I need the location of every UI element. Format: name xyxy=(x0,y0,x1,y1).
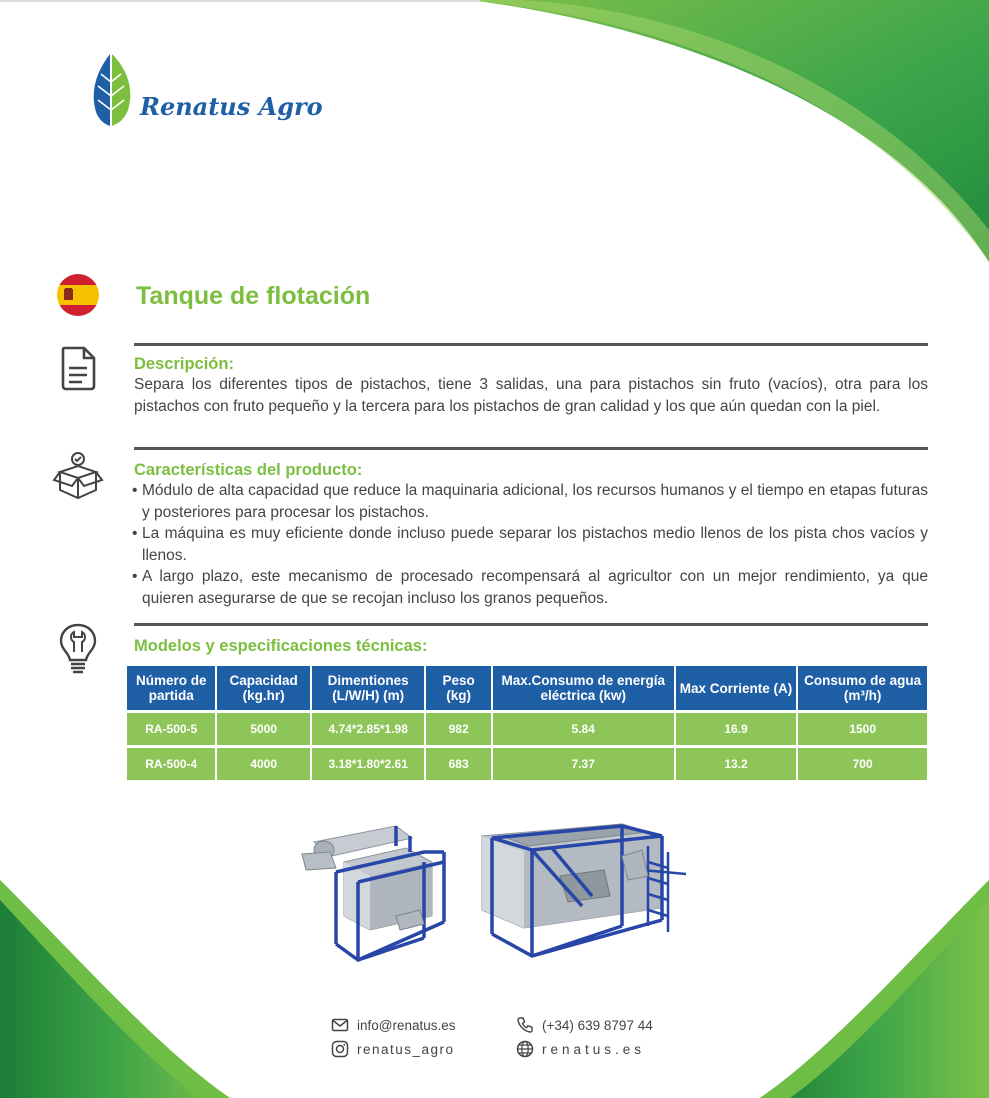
table-cell: 683 xyxy=(426,745,490,780)
feature-item xyxy=(132,523,928,566)
section-divider xyxy=(134,447,928,450)
feature-item xyxy=(132,480,928,523)
table-cell: 4.74*2.85*1.98 xyxy=(312,710,425,745)
contact-instagram[interactable] xyxy=(331,1040,455,1058)
instagram-icon xyxy=(331,1040,349,1058)
table-cell: 5000 xyxy=(217,710,309,745)
globe-icon xyxy=(516,1040,534,1058)
document-icon xyxy=(52,342,104,394)
phone-text[interactable]: (+34) 639 8797 44 xyxy=(542,1017,653,1033)
table-cell: 16.9 xyxy=(676,710,797,745)
specs-table xyxy=(125,666,929,780)
table-cell: 7.37 xyxy=(493,745,674,780)
box-check-icon xyxy=(52,450,104,502)
description-section xyxy=(134,343,928,417)
section-divider xyxy=(134,343,928,346)
email-text[interactable]: info@renatus.es xyxy=(357,1017,456,1033)
contact-email[interactable] xyxy=(331,1016,456,1034)
specs-heading: Modelos y especificaciones técnicas: xyxy=(134,637,428,655)
column-header: Peso (kg) xyxy=(426,666,490,710)
lightbulb-wrench-icon xyxy=(52,622,104,674)
bullet-dot: • xyxy=(132,525,138,542)
table-cell: RA-500-5 xyxy=(127,710,215,745)
column-header: Capacidad (kg.hr) xyxy=(217,666,309,710)
table-cell: 700 xyxy=(798,745,927,780)
table-cell: 5.84 xyxy=(493,710,674,745)
machine-image-2 xyxy=(472,816,688,964)
table-cell: 982 xyxy=(426,710,490,745)
feature-text: La máquina es muy eficiente donde incluso puede separar los pistachos medio llenos de los pista chos vacíos y llenos. xyxy=(142,525,928,564)
table-cell: 13.2 xyxy=(676,745,797,780)
instagram-text[interactable]: renatus_agro xyxy=(357,1041,455,1057)
table-header-row xyxy=(127,666,927,710)
spain-flag-icon xyxy=(57,274,99,316)
page-title: Tanque de flotación xyxy=(136,282,371,310)
column-header: Dimentiones (L/W/H) (m) xyxy=(312,666,425,710)
table-cell: 4000 xyxy=(217,745,309,780)
website-text[interactable]: renatus.es xyxy=(542,1041,646,1057)
description-text: Separa los diferentes tipos de pistachos, tiene 3 salidas, una para pistachos sin fruto (vacíos), otra para los pistachos con fruto pequeño y la tercera para los pistachos de gran calidad y los que aún quedan con la piel. xyxy=(134,376,928,415)
column-header: Max.Consumo de energía eléctrica (kw) xyxy=(493,666,674,710)
contact-website[interactable] xyxy=(516,1040,645,1058)
features-section xyxy=(134,447,928,609)
column-header: Consumo de agua (m³/h) xyxy=(798,666,927,710)
column-header: Max Corriente (A) xyxy=(676,666,797,710)
table-row xyxy=(127,745,927,780)
brand-logo xyxy=(90,52,350,132)
phone-icon xyxy=(516,1016,534,1034)
contact-phone[interactable] xyxy=(516,1016,653,1034)
description-heading: Descripción: xyxy=(134,355,234,373)
column-header: Número de partida xyxy=(127,666,215,710)
section-divider xyxy=(134,623,928,626)
bullet-dot: • xyxy=(132,482,138,499)
table-cell: 1500 xyxy=(798,710,927,745)
machine-image-1 xyxy=(300,812,452,964)
feature-text: A largo plazo, este mecanismo de procesado recompensará al agricultor con un mejor rendimiento, ya que quieren asegurarse de que se recojan incluso los granos pequeños. xyxy=(142,568,928,607)
feature-text: Módulo de alta capacidad que reduce la maquinaria adicional, los recursos humanos y el tiempo en etapas futuras y posteriores para procesar los pistachos. xyxy=(142,482,928,521)
specs-section xyxy=(134,623,928,656)
feature-item xyxy=(132,566,928,609)
table-row xyxy=(127,710,927,745)
bullet-dot: • xyxy=(132,568,138,585)
table-cell: 3.18*1.80*2.61 xyxy=(312,745,425,780)
leaf-logo-icon xyxy=(90,52,134,128)
features-heading: Características del producto: xyxy=(134,461,363,479)
table-cell: RA-500-4 xyxy=(127,745,215,780)
brand-name: Renatus Agro xyxy=(140,92,323,121)
email-icon xyxy=(331,1016,349,1034)
